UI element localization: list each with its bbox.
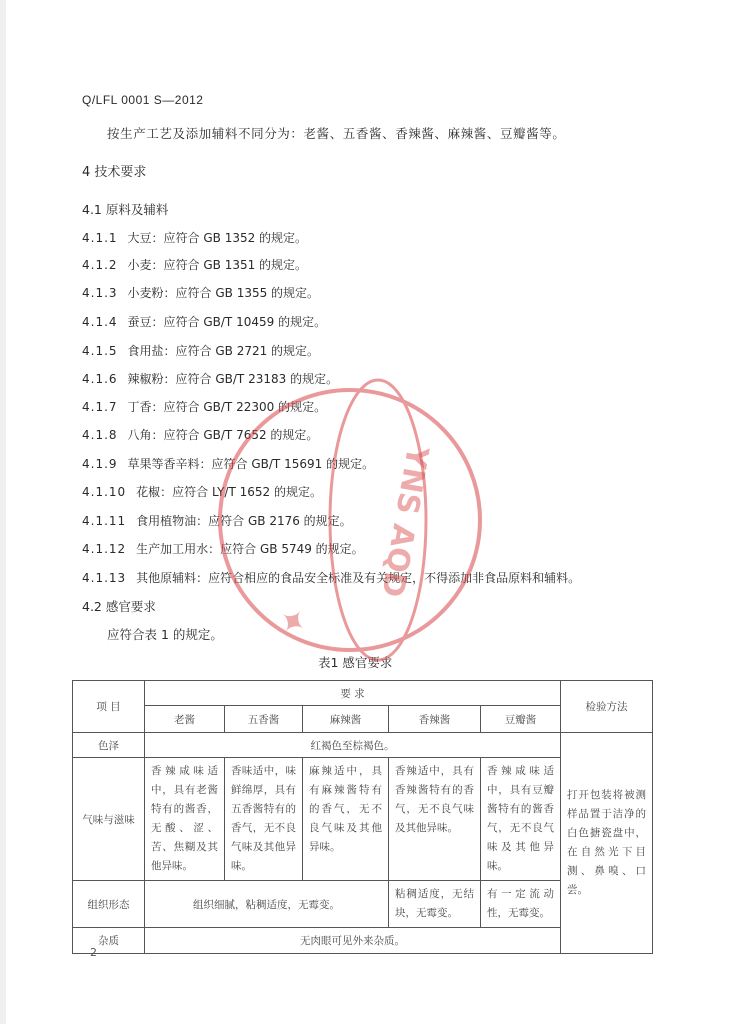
list-item: 4.1.8 八角：应符合 GB/T 7652 的规定。 bbox=[82, 428, 319, 442]
header-item: 项 目 bbox=[73, 681, 145, 733]
texture-label: 组织形态 bbox=[73, 881, 145, 928]
list-item: 4.1.1 大豆：应符合 GB 1352 的规定。 bbox=[82, 231, 308, 245]
type-header: 豆瓣酱 bbox=[481, 706, 561, 733]
texture-value-hot: 粘稠适度，无结块，无霉变。 bbox=[389, 881, 481, 928]
smell-cell: 香辣适中，具有香辣酱特有的香气，无不良气味及其他异味。 bbox=[389, 758, 481, 881]
seal-glyph: ✦ bbox=[269, 598, 319, 646]
texture-value-bean: 有一定流动性，无霉变。 bbox=[481, 881, 561, 928]
smell-label: 气味与滋味 bbox=[73, 758, 145, 881]
standard-code: Q/LFL 0001 S—2012 bbox=[82, 93, 204, 107]
smell-cell: 香味适中，味鲜绵厚，具有五香酱特有的香气，无不良气味及其他异味。 bbox=[225, 758, 303, 881]
type-header: 老酱 bbox=[145, 706, 225, 733]
header-method: 检验方法 bbox=[561, 681, 653, 733]
list-item: 4.1.12 生产加工用水：应符合 GB 5749 的规定。 bbox=[82, 542, 364, 556]
impurity-label: 杂质 bbox=[73, 928, 145, 954]
list-item: 4.1.2 小麦：应符合 GB 1351 的规定。 bbox=[82, 258, 308, 272]
type-header: 麻辣酱 bbox=[303, 706, 389, 733]
list-item: 4.1.9 草果等香辛料：应符合 GB/T 15691 的规定。 bbox=[82, 457, 375, 471]
list-item: 4.1.11 食用植物油：应符合 GB 2176 的规定。 bbox=[82, 514, 352, 528]
list-item: 4.1.6 辣椒粉：应符合 GB/T 23183 的规定。 bbox=[82, 372, 339, 386]
section-4-2-text: 应符合表 1 的规定。 bbox=[107, 627, 223, 642]
header-requirement: 要 求 bbox=[145, 681, 561, 706]
section-4-heading: 4 技术要求 bbox=[82, 165, 147, 180]
list-item: 4.1.13 其他原辅料：应符合相应的食品安全标准及有关规定，不得添加非食品原料和辅料。 bbox=[82, 571, 581, 585]
type-header: 香辣酱 bbox=[389, 706, 481, 733]
smell-cell: 麻辣适中，具有麻辣酱特有的香气，无不良气味及其他异味。 bbox=[303, 758, 389, 881]
color-label: 色泽 bbox=[73, 733, 145, 758]
list-item: 4.1.10 花椒：应符合 LY/T 1652 的规定。 bbox=[82, 485, 322, 499]
seal-letters: YNS AQD bbox=[373, 443, 435, 600]
list-item: 4.1.5 食用盐：应符合 GB 2721 的规定。 bbox=[82, 344, 320, 358]
page-number: 2 bbox=[90, 946, 97, 959]
scan-edge bbox=[0, 0, 6, 1024]
list-item: 4.1.7 丁香：应符合 GB/T 22300 的规定。 bbox=[82, 400, 327, 414]
sensory-table bbox=[72, 680, 653, 954]
intro-paragraph: 按生产工艺及添加辅料不同分为：老酱、五香酱、香辣酱、麻辣酱、豆瓣酱等。 bbox=[107, 126, 566, 141]
table-caption: 表1 感官要求 bbox=[318, 655, 393, 670]
section-4-2-heading: 4.2 感官要求 bbox=[82, 599, 156, 614]
method-value: 打开包装将被测样品置于洁净的白色搪瓷盘中，在自然光下目测、鼻嗅、口尝。 bbox=[561, 733, 653, 954]
list-item: 4.1.4 蚕豆：应符合 GB/T 10459 的规定。 bbox=[82, 315, 327, 329]
smell-cell: 香辣咸味适中，具有老酱特有的酱香，无酸、涩、苦、焦糊及其他异味。 bbox=[145, 758, 225, 881]
section-4-1-heading: 4.1 原料及辅料 bbox=[82, 202, 169, 217]
impurity-value: 无肉眼可见外来杂质。 bbox=[145, 928, 561, 954]
smell-cell: 香辣咸味适中，具有豆瓣酱特有的酱香气，无不良气味及其他异味。 bbox=[481, 758, 561, 881]
type-header: 五香酱 bbox=[225, 706, 303, 733]
list-item: 4.1.3 小麦粉：应符合 GB 1355 的规定。 bbox=[82, 286, 320, 300]
texture-value: 组织细腻，粘稠适度，无霉变。 bbox=[145, 881, 389, 928]
color-value: 红褐色至棕褐色。 bbox=[145, 733, 561, 758]
